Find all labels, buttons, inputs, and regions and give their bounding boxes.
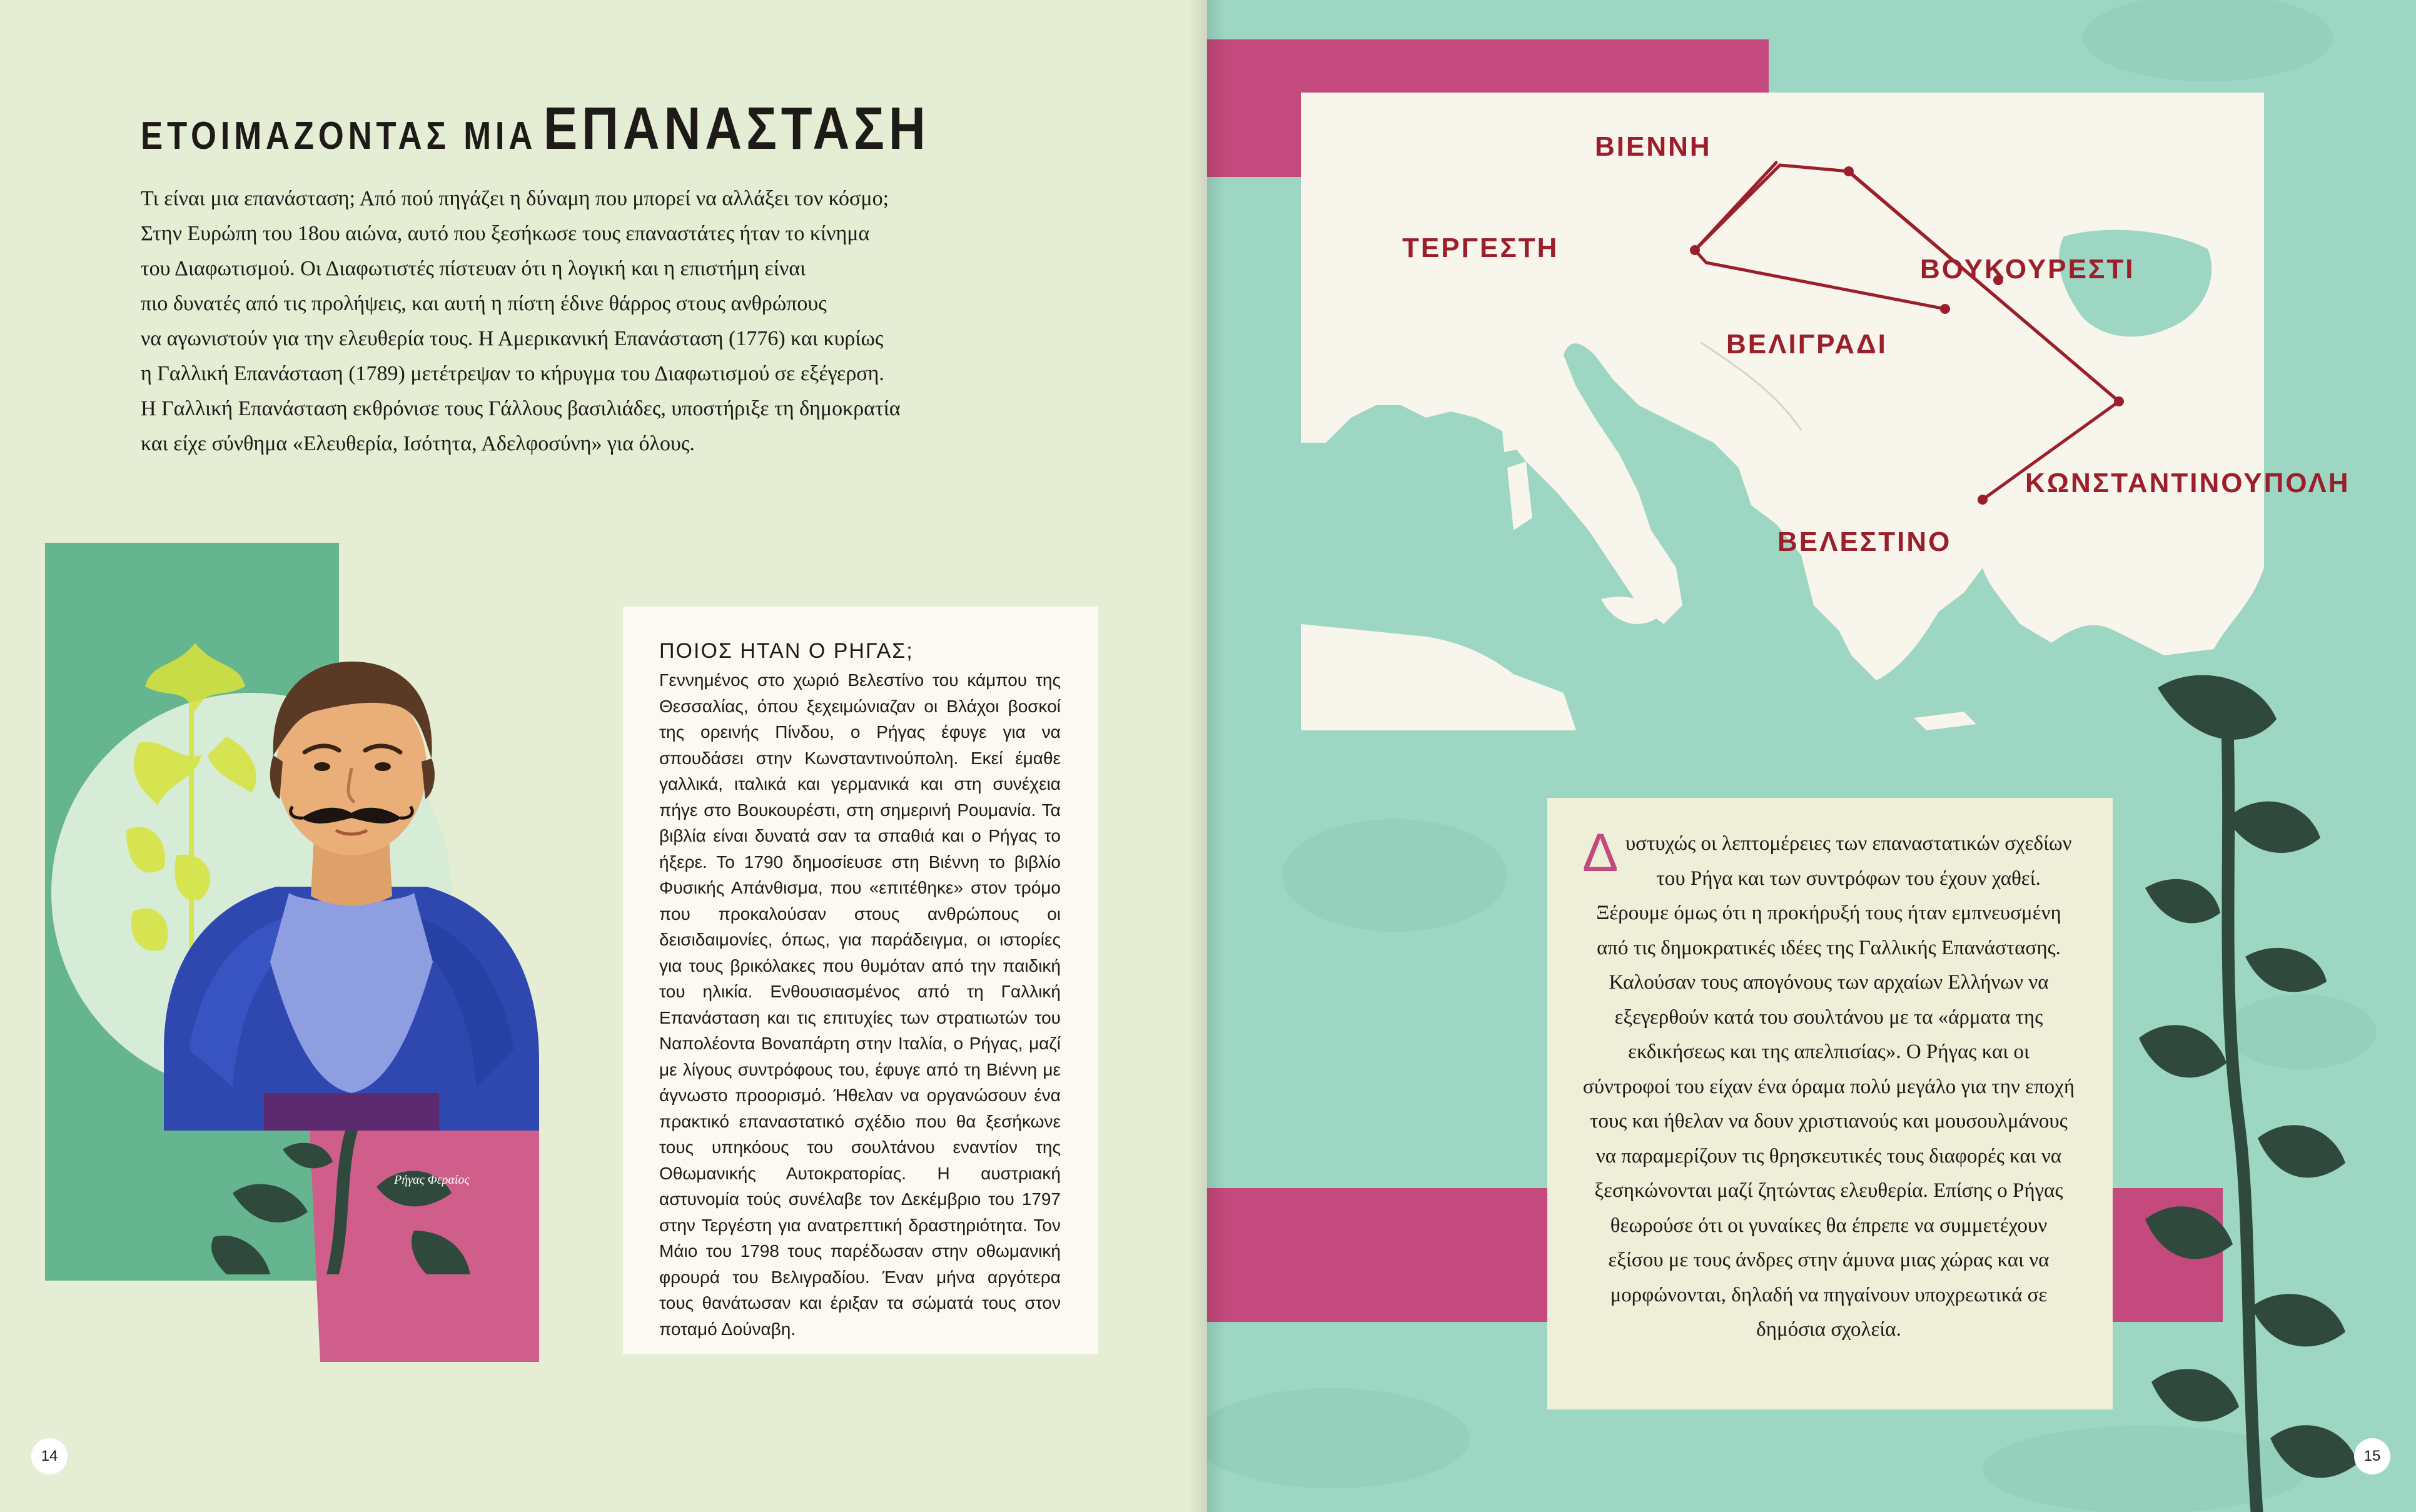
rigas-portrait bbox=[139, 612, 577, 1287]
intro-line: η Γαλλική Επανάσταση (1789) μετέτρεψαν το κήρυγμα του Διαφωτισμού σε εξέγερση. bbox=[141, 362, 884, 385]
page-title bbox=[141, 95, 930, 162]
intro-line: Τι είναι μια επανάσταση; Από πού πηγάζει η δύναμη που μπορεί να αλλάξει τον κόσμο; bbox=[141, 187, 889, 210]
map-label-trieste: ΤΕΡΓΕΣΤΗ bbox=[1402, 233, 1559, 263]
left-page bbox=[0, 0, 1207, 1512]
note-text: υστυχώς οι λεπτομέρειες των επαναστατικών σχεδίων του Ρήγα και των συντρόφων του έχουν χαθεί. Ξέρουμε όμως ότι η προκήρυξή τους ήταν εμπνευσμένη από τις δημοκρατικές ιδέες της Γαλλικής Επανάστασης. Καλούσαν τους απογόνους των αρχαίων Ελλήνων να εξεγερθούν κατά του σουλτάνου με τα «άρματα της εκδικήσεως και της απελπισίας». Ο Ρήγας και οι σύντροφοί του είχαν ένα όραμα πολύ μεγάλο για την εποχή τους και ήθελαν να δουν χριστιανούς και μουσουλμάνους να παραμερίζουν τις θρησκευτικές τους διαφορές και να ξεσηκώνονται μαζί ζητώντας ελευθερία. Επίσης ο Ρήγας θεωρούσε ότι οι γυναίκες θα έπρεπε να συμμετέχουν εξίσου με τους άνδρες στην άμυνα μιας χώρας και να μορφώνονται, δηλαδή να πηγαίνουν υποχρεωτικά σε δημόσια σχολεία. bbox=[1582, 832, 2075, 1341]
vine-illustration bbox=[2070, 663, 2416, 1512]
page-number-right: 15 bbox=[2354, 1438, 2390, 1474]
map-label-constantinople: ΚΩΝΣΤΑΝΤΙΝΟΥΠΟΛΗ bbox=[2025, 468, 2350, 498]
page-number-left: 14 bbox=[31, 1438, 68, 1474]
book-gutter bbox=[1188, 0, 1226, 1512]
intro-line: και είχε σύνθημα «Ελευθερία, Ισότητα, Αδελφοσύνη» για όλους. bbox=[141, 432, 695, 455]
intro-line: του Διαφωτισμού. Οι Διαφωτιστές πίστευαν ότι η λογική και η επιστήμη είναι bbox=[141, 257, 806, 280]
trieste-marker bbox=[1690, 245, 1700, 255]
note-dropcap: Δ bbox=[1582, 823, 1619, 883]
intro-line: πιο δυνατές από τις προλήψεις, και αυτή η πίστη έδινε θάρρος στους ανθρώπους bbox=[141, 292, 827, 315]
route-map bbox=[1301, 93, 2264, 730]
title-part2: ΕΠΑΝΑΣΤΑΣΗ bbox=[543, 95, 930, 162]
intro-line: Στην Ευρώπη του 18ου αιώνα, αυτό που ξεσήκωσε τους επαναστάτες ήταν το κίνημα bbox=[141, 222, 870, 245]
vienna-marker bbox=[1844, 166, 1854, 176]
constantinople-marker bbox=[2114, 396, 2124, 406]
intro-paragraph bbox=[141, 181, 985, 461]
intro-line: να αγωνιστούν για την ελευθερία τους. Η Αμερικανική Επανάσταση (1776) και κυρίως bbox=[141, 327, 884, 350]
velestino-marker bbox=[1978, 495, 1988, 505]
bio-text: Γεννημένος στο χωριό Βελεστίνο του κάμπου της Θεσσαλίας, όπου ξεχειμώνιαζαν οι Βλάχοι βοσκοί της ορεινής Πίνδου, ο Ρήγας έφυγε για να σπουδάσει στην Κωνσταντινούπολη. Εκεί έμαθε γαλλικά, ιταλικά και γερμανικά και στη συνέχεια πήγε στο Βουκουρέστι, στη σημερινή Ρουμανία. Τα βιβλία είναι δυνατά σαν τα σπαθιά και ο Ρήγας το ήξερε. Το 1790 δημοσίευσε στη Βιέννη το βιβλίο Φυσικής Απάνθισμα, που «επιτέθηκε» στον τρόμο που προκαλούσαν στους ανθρώπους οι δεισιδαιμονίες, όπως, για παράδειγμα, οι ιστορίες για τους βρικόλακες που θυμόταν από την παιδική του ηλικία. Ενθουσιασμένος από τη Γαλλική Επανάσταση και τις επιτυχίες των στρατιωτών του Ναπολέοντα Βοναπάρτη στην Ιταλία, ο Ρήγας, μαζί με λίγους συντρόφους του, έφυγε από τη Βιέννη με άγνωστο προορισμό. Ήθελαν να οργανώσουν ένα πρακτικό επαναστατικό σχέδιο που θα ξεσήκωνε τους υπηκόους του σουλτάνου εναντίον της Οθωμανικής Αυτοκρατορίας. Η αυστριακή αστυνομία τούς συνέλαβε τον Δεκέμβριο του 1797 στην Τεργέστη για ανατρεπτική δραστηριότητα. Τον Μάιο του 1798 τους παρέδωσαν στην οθωμανική φρουρά του Βελιγραδίου. Έναν μήνα αργότερα τους θανάτωσαν και έριξαν τα σώματά τους στον ποταμό Δούναβη. bbox=[659, 670, 1061, 1339]
bio-title: ΠΟΙΟΣ ΗΤΑΝ Ο ΡΗΓΑΣ; bbox=[659, 639, 914, 663]
map-label-bucharest: ΒΟΥΚΟΥΡΕΣΤΙ bbox=[1920, 254, 2135, 285]
right-page bbox=[1207, 0, 2416, 1512]
map-label-belgrade: ΒΕΛΙΓΡΑΔΙ bbox=[1726, 329, 1888, 360]
bio-box bbox=[623, 607, 1098, 1354]
map-label-velestino: ΒΕΛΕΣΤΙΝΟ bbox=[1777, 527, 1952, 557]
portrait-caption: Ρήγας Φεραίος bbox=[394, 1173, 470, 1187]
map-label-vienna: ΒΙΕΝΝΗ bbox=[1595, 131, 1712, 162]
belgrade-marker bbox=[1940, 304, 1950, 314]
portrait-illustration bbox=[45, 543, 545, 1418]
intro-line: Η Γαλλική Επανάσταση εκθρόνισε τους Γάλλους βασιλιάδες, υποστήριξε τη δημοκρατία bbox=[141, 397, 901, 420]
note-box bbox=[1547, 798, 2113, 1409]
title-part1: ΕΤΟΙΜΑΖΟΝΤΑΣ ΜΙΑ bbox=[141, 114, 537, 158]
